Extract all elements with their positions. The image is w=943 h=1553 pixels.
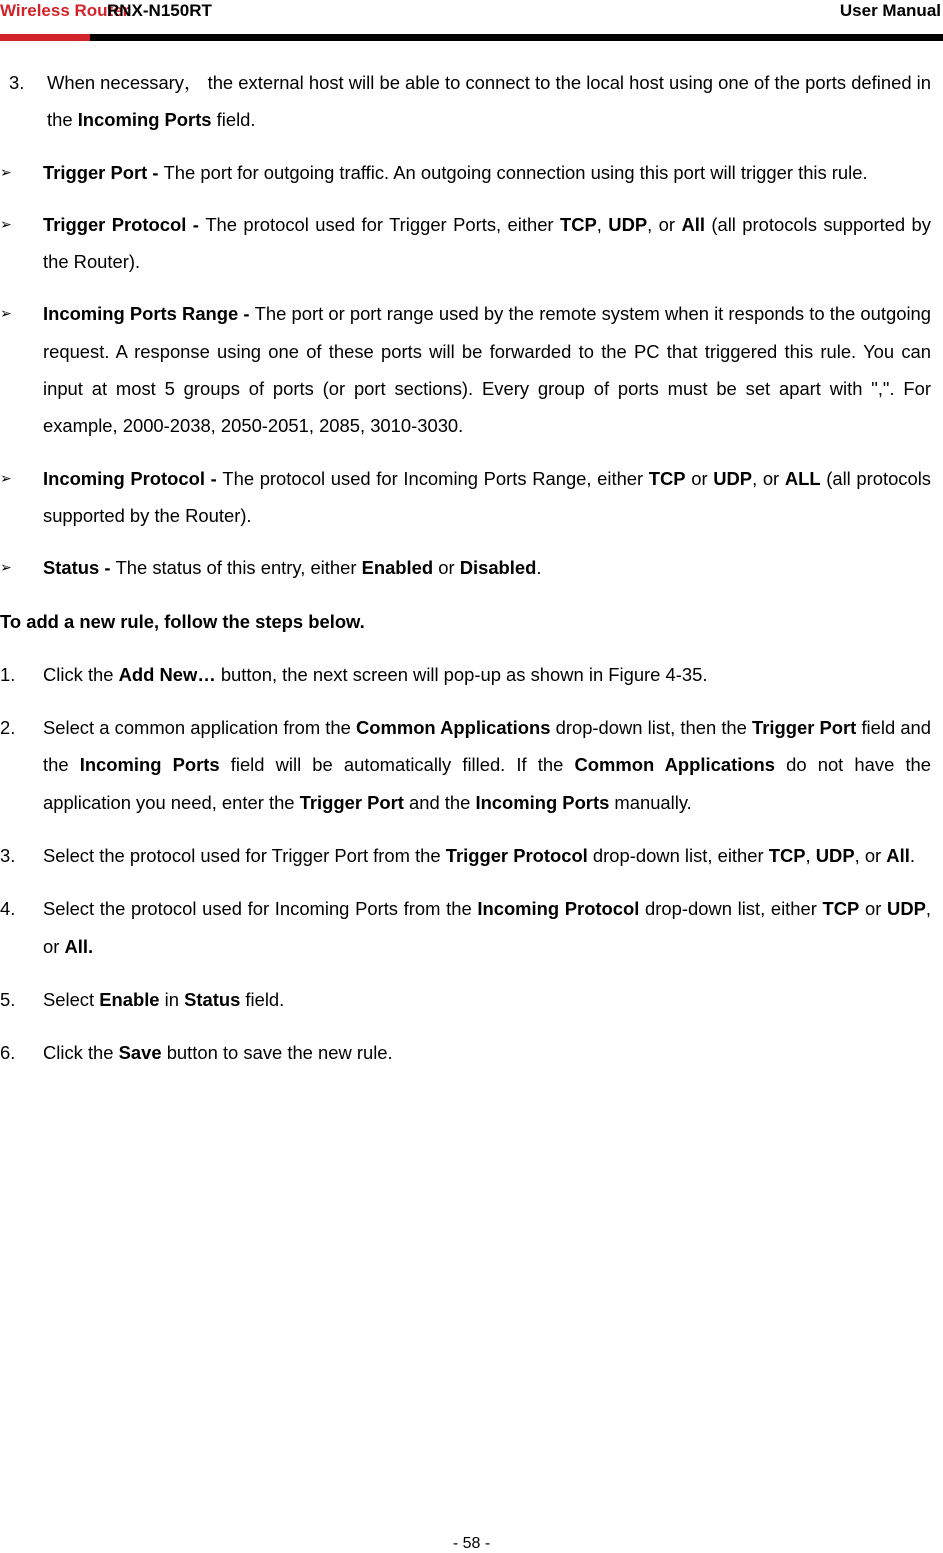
header-brand: Wireless Router (0, 1, 130, 20)
bullet-incoming-protocol: ➢ Incoming Protocol - The protocol used for Incoming Ports Range, either TCP or UDP, or ALL (all protocols supported by the Router). (0, 460, 931, 535)
step-number: 3. (0, 845, 16, 867)
step-number: 3. (9, 72, 25, 93)
bullet-arrow-icon: ➢ (0, 305, 12, 322)
page-header (0, 0, 943, 42)
header-manual-title: User Manual (839, 1, 941, 20)
step-number: 5. (0, 988, 16, 1010)
page-body (0, 64, 931, 1072)
bullet-arrow-icon: ➢ (0, 559, 12, 576)
step-4: 4. Select the protocol used for Incoming Ports from the Incoming Protocol drop-down list, either TCP or UDP, or All. (0, 890, 931, 965)
header-model: RNX-N150RT (107, 1, 212, 20)
step-number: 1. (0, 663, 16, 685)
header-rule-red (0, 34, 90, 41)
step-number: 6. (0, 1042, 16, 1064)
step-number: 2. (0, 717, 16, 739)
step-2: 2. Select a common application from the Common Applications drop-down list, then the Trigger Port field and the Incoming Ports field will be automatically filled. If the Common Applications do not have the application you need, enter the Trigger Port and the Incoming Ports manually. (0, 709, 931, 821)
bullet-trigger-port: ➢ Trigger Port - The port for outgoing traffic. An outgoing connection using this port will trigger this rule. (0, 154, 931, 191)
step-1: 1. Click the Add New… button, the next screen will pop-up as shown in Figure 4-35. (0, 656, 931, 693)
bullet-arrow-icon: ➢ (0, 163, 12, 180)
bullet-status: ➢ Status - The status of this entry, either Enabled or Disabled. (0, 549, 931, 586)
steps-heading: To add a new rule, follow the steps below. (0, 610, 365, 632)
bullet-arrow-icon: ➢ (0, 469, 12, 486)
step-6: 6. Click the Save button to save the new rule. (0, 1034, 931, 1071)
page-number: - 58 - (452, 1535, 491, 1552)
bullet-arrow-icon: ➢ (0, 215, 12, 232)
step-3-continued: 3. When necessary， the external host will be able to connect to the local host using one of the ports defined in the Incoming Ports field. (0, 64, 931, 139)
step-3: 3. Select the protocol used for Trigger Port from the Trigger Protocol drop-down list, either TCP, UDP, or All. (0, 837, 931, 874)
step-5: 5. Select Enable in Status field. (0, 981, 931, 1018)
bullet-incoming-ports-range: ➢ Incoming Ports Range - The port or port range used by the remote system when it responds to the outgoing request. A response using one of these ports will be forwarded to the PC that triggered this rule. You can input at most 5 groups of ports (or port sections). Every group of ports must be set apart with ",". For example, 2000-2038, 2050-2051, 2085, 3010-3030. (0, 295, 931, 444)
step-number: 4. (0, 898, 16, 920)
bullet-trigger-protocol: ➢ Trigger Protocol - The protocol used for Trigger Ports, either TCP, UDP, or All (all protocols supported by the Router). (0, 206, 931, 281)
header-rule-black (90, 34, 943, 41)
